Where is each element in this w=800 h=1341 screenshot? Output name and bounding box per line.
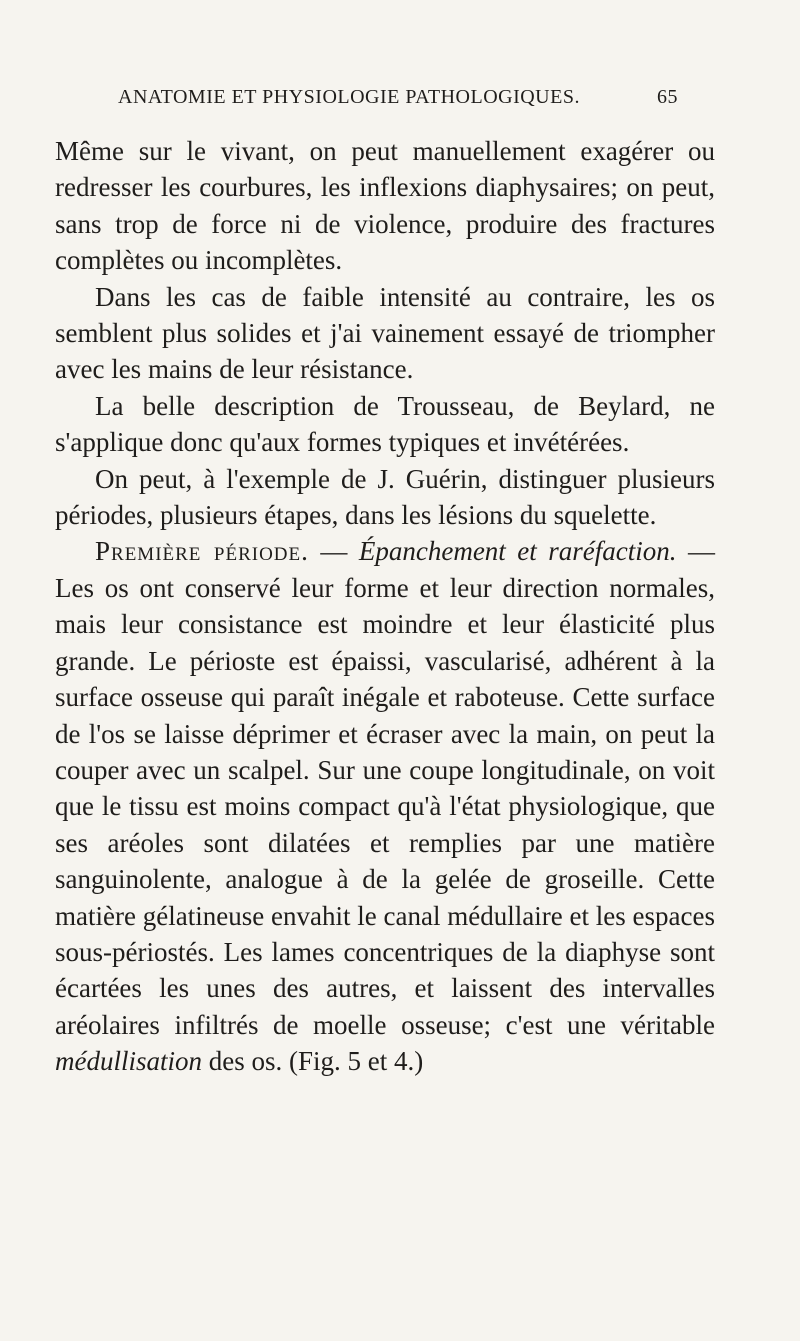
running-header — [118, 86, 678, 109]
paragraph: On peut, à l'exemple de J. Guérin, distinguer plusieurs périodes, plusieurs étapes, dans les lésions du squelette. — [55, 463, 715, 531]
page-number: 65 — [657, 86, 678, 108]
section-text: — Les os ont conservé leur forme et leur direction normales, mais leur consistance est moindre et leur élasticité plus grande. Le périoste est épaissi, vascularisé, adhérent à la surface osseuse qui paraît inégale et raboteuse. Cette surface de l'os se laisse déprimer et écraser avec la main, on peut la couper avec un scalpel. Sur une coupe longitudinale, on voit que le tissu est moins compact qu'à l'état physiologique, que ses aréoles sont dilatées et remplies par une matière sanguinolente, analogue à de la gelée de groseille. Cette matière gélatineuse envahit le canal médullaire et les espaces sous-périostés. Les lames concentriques de la diaphyse sont écartées les unes des autres, et laissent des intervalles aréolaires infiltrés de moelle osseuse; c'est une véritable — [55, 536, 716, 1040]
section-paragraph — [55, 533, 715, 1079]
body-text — [55, 133, 715, 1080]
paragraph: La belle description de Trousseau, de Beylard, ne s'applique donc qu'aux formes typiques et invétérées. — [55, 390, 715, 458]
running-title: ANATOMIE ET PHYSIOLOGIE PATHOLOGIQUES. — [118, 86, 580, 108]
paragraph: Même sur le vivant, on peut manuellement exagérer ou redresser les courbures, les inflexions diaphysaires; on peut, sans trop de force ni de violence, produire des fractures complètes ou incomplètes. — [55, 136, 715, 276]
section-heading: Épanchement et raréfaction. — [358, 536, 677, 567]
section-tail: des os. (Fig. 5 et 4.) — [202, 1046, 424, 1077]
paragraph: Dans les cas de faible intensité au contraire, les os semblent plus solides et j'ai vainement essayé de triompher avec les mains de leur résistance. — [55, 281, 715, 385]
section-dash: — — [308, 536, 359, 567]
section-label: Première période. — [95, 536, 309, 567]
emphasized-term: médullisation — [55, 1046, 202, 1077]
